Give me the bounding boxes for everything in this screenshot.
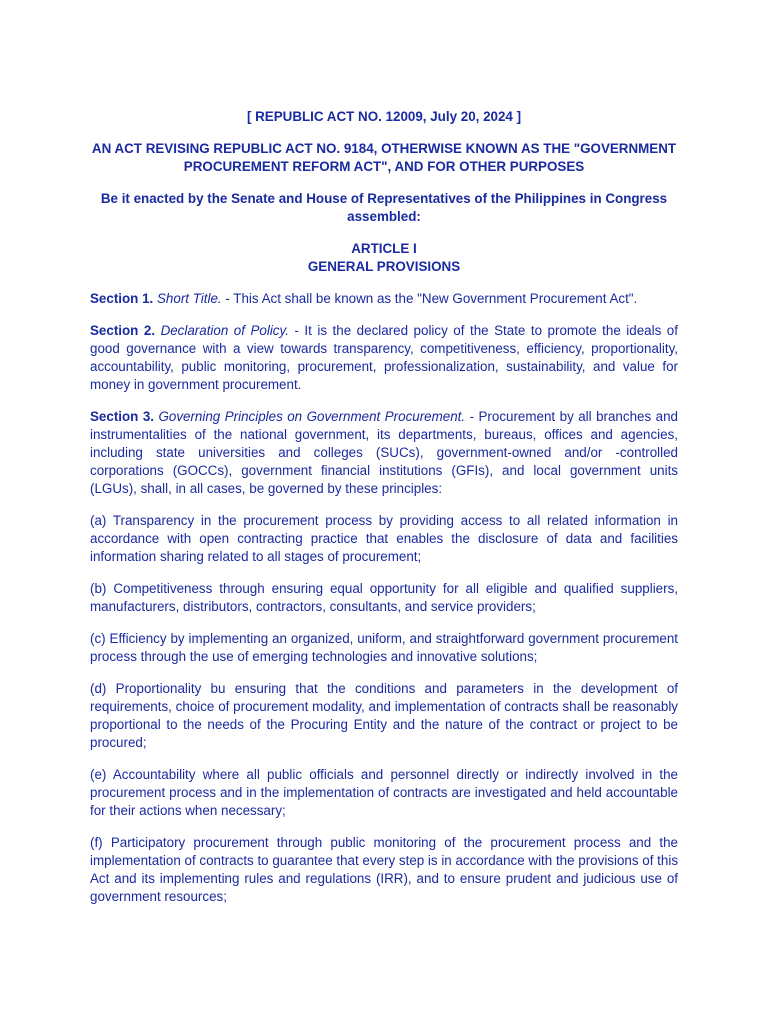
principle-b: (b) Competitiveness through ensuring equal opportunity for all eligible and qualified suppliers, manufacturers, distributors, contractors, consultants, and service providers;	[90, 581, 678, 614]
section-text: - This Act shall be known as the "New Government Procurement Act".	[221, 291, 638, 306]
enacting-clause: Be it enacted by the Senate and House of Representatives of the Philippines in Congress assembled:	[100, 191, 668, 224]
section-3	[90, 408, 678, 498]
section-number: Section 3.	[90, 409, 154, 424]
act-title: AN ACT REVISING REPUBLIC ACT NO. 9184, OTHERWISE KNOWN AS THE "GOVERNMENT PROCUREMENT REFORM ACT", AND FOR OTHER PURPOSES	[91, 141, 677, 174]
article-heading	[90, 240, 678, 276]
republic-act-number: [ REPUBLIC ACT NO. 12009, July 20, 2024 ]	[246, 109, 522, 124]
section-text: - Procurement by all branches and instrumentalities of the national government, its departments, bureaus, offices and agencies, including state universities and colleges (SUCs), government-owned and/or -controlled corporations (GOCCs), government financial institutions (GFIs), and local government units (LGUs), shall, in all cases, be governed by these principles:	[90, 409, 678, 496]
section-number: Section 1.	[90, 291, 154, 306]
principle-e: (e) Accountability where all public officials and personnel directly or indirectly involved in the procurement process and in the implementation of contracts are investigated and held accountable for their actions when necessary;	[90, 767, 678, 818]
section-text: - It is the declared policy of the State to promote the ideals of good governance with a view towards transparency, competitiveness, efficiency, proportionality, accountability, public monitoring, procurement, professionalization, sustainability, and value for money in government procurement.	[90, 323, 678, 392]
section-number: Section 2.	[90, 323, 156, 338]
section-title: Declaration of Policy.	[160, 323, 289, 338]
article-number: ARTICLE I	[351, 241, 417, 256]
principle-a: (a) Transparency in the procurement process by providing access to all related information in accordance with open contracting practice that enables the disclosure of data and facilities information sharing related to all stages of procurement;	[90, 513, 678, 564]
principle-d: (d) Proportionality bu ensuring that the conditions and parameters in the development of requirements, choice of procurement modality, and implementation of contracts shall be reasonably proportional to the needs of the Procuring Entity and the nature of the contract or project to be procured;	[90, 681, 678, 750]
principle-f: (f) Participatory procurement through public monitoring of the procurement process and the implementation of contracts to guarantee that every step is in accordance with the provisions of this Act and its implementing rules and regulations (IRR), and to ensure prudent and judicious use of government resources;	[90, 835, 679, 904]
article-title: GENERAL PROVISIONS	[307, 259, 461, 274]
section-title: Short Title.	[157, 291, 222, 306]
section-title: Governing Principles on Government Procurement.	[158, 409, 466, 424]
section-1	[90, 290, 678, 308]
principle-c: (c) Efficiency by implementing an organized, uniform, and straightforward government procurement process through the use of emerging technologies and innovative solutions;	[90, 631, 678, 664]
section-2	[90, 322, 678, 394]
